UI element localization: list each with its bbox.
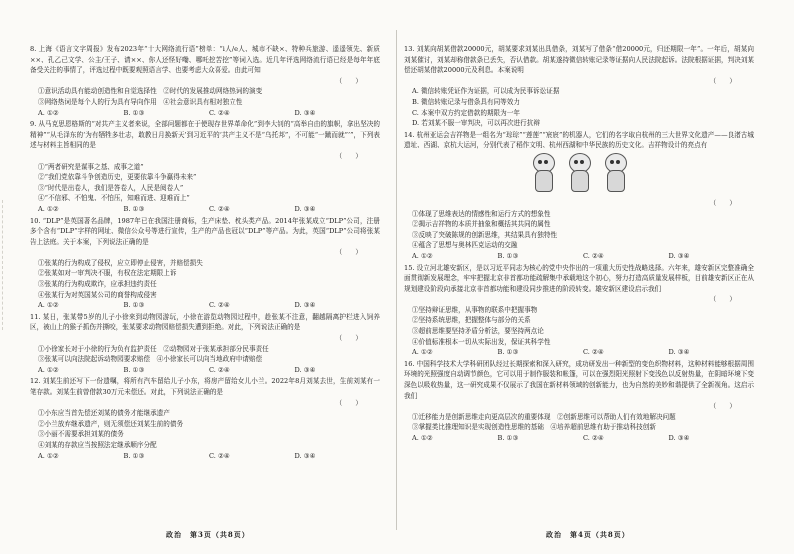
option-c: C. ②④ <box>583 251 604 260</box>
statement: ①迁移能力是创新思维走向更高层次的重要体现 ②创新思维可以帮助人们有效地解决问题 <box>412 412 676 421</box>
option-c: C. ②④ <box>209 204 230 213</box>
answer-options <box>404 347 754 358</box>
statement: ④刘某的存款应当按照法定继承顺序分配 <box>38 440 157 449</box>
option-a: A. ①② <box>38 365 59 374</box>
statement: ②张某如对一审判决不服，有权在法定期限上诉 <box>38 269 177 278</box>
statement: ①小东应当首先偿还刘某的债务才能继承遗产 <box>38 409 170 418</box>
right-column <box>404 44 754 445</box>
statement: A. 微信转账凭证作为证据，可以成为民事诉讼证据 <box>412 87 560 96</box>
option-a: A. ①② <box>38 451 59 460</box>
answer-paren: （ ） <box>335 334 362 343</box>
question-9 <box>30 119 380 214</box>
answer-options <box>404 433 754 444</box>
option-d: D. ③④ <box>294 108 316 117</box>
option-b: B. ①③ <box>497 348 519 357</box>
option-d: D. ③④ <box>294 204 316 213</box>
statement: ①张某的行为构成了侵权，应立即停止侵害，并赔偿损失 <box>38 258 203 267</box>
answer-options <box>30 108 380 119</box>
option-a: A. ①② <box>38 301 59 310</box>
statement: D. 若刘某不服一审判决，可以再次进行抗辩 <box>412 119 540 128</box>
question-12 <box>30 376 380 461</box>
statement: ④“不信邪、不怕鬼、不怕压，知难而进、迎难而上” <box>38 194 190 203</box>
mascot-figure <box>528 153 558 195</box>
page-footer-right: 政治 第4页（共8页） <box>546 530 630 539</box>
question-13 <box>404 44 754 129</box>
option-a: A. ①② <box>412 348 433 357</box>
statement: ④价值标准根本一切从实际出发，保证其科学性 <box>412 337 551 346</box>
option-c: C. ②④ <box>583 434 604 442</box>
question-stem: 11. 某日，张某带5岁的儿子小徐来到动物园游玩，小徐在游览动物园过程中，趁张某不注意，翻越隔离护栏进入饲养区，被山上的猴子抓伤并撕咬，张某要求动物园赔偿损失遭到拒绝。对此，下列说法正确的是 <box>30 312 380 332</box>
option-c: C. ②④ <box>209 451 230 460</box>
statement: ②揭示吉祥物的本质并抽象和概括其共同的属性 <box>412 220 551 229</box>
option-c: C. ②④ <box>209 108 230 117</box>
option-d: D. ③④ <box>668 434 690 442</box>
option-b: B. ①③ <box>123 301 145 310</box>
answer-options <box>30 451 380 462</box>
statement: ③张某的行为构成欺诈，应承担违约责任 <box>38 280 157 289</box>
question-8 <box>30 44 380 118</box>
left-column <box>30 44 380 462</box>
statement: C. 本案中双方约定借款的期限为一年 <box>412 108 520 117</box>
statement: ④张某行为对英国某公司的商誉构成侵害 <box>38 290 157 299</box>
answer-options <box>30 300 380 311</box>
question-15 <box>404 263 754 358</box>
statement: ④蕴含了思想与奥林匹克运动的交融 <box>412 241 518 250</box>
statement: ①“两者研究是谋事之基、成事之道” <box>38 162 144 171</box>
option-b: B. ①③ <box>123 108 145 117</box>
statement: ③超前思维要坚持矛盾分析法，要坚持两点论 <box>412 327 544 336</box>
question-10 <box>30 216 380 311</box>
option-a: A. ①② <box>38 108 59 117</box>
option-d: D. ③④ <box>668 251 690 260</box>
mascot-illustration <box>404 153 754 195</box>
question-11 <box>30 312 380 376</box>
option-b: B. ①③ <box>497 434 519 442</box>
answer-paren: （ ） <box>709 402 736 411</box>
column-divider <box>396 30 397 530</box>
answer-options <box>30 204 380 215</box>
option-b: B. ①③ <box>497 251 519 260</box>
option-c: C. ②④ <box>583 348 604 357</box>
page-footer-left: 政治 第3页（共8页） <box>166 530 250 539</box>
question-14 <box>404 130 754 262</box>
option-b: B. ①③ <box>123 451 145 460</box>
statement: ①小徐家长对于小徐的行为负有监护责任 ②动物园对于张某承担部分民事责任 <box>38 344 269 353</box>
statement: ③“时代是出卷人，我们是答卷人，人民是阅卷人” <box>38 183 184 192</box>
option-d: D. ③④ <box>294 365 316 374</box>
mascot-figure <box>600 153 630 195</box>
question-stem: 16. 中国科学技术大学科研团队经过长期探索和深入研究，成功研发出一种新型的变色织物材料，这种材料能够根据周围环境的光照强度自动调节颜色，它可以用于制作服装和帐篷，可以在强烈阳光照射下变浅色以反射热量，在阴暗环境下变深色以吸收热量，这一研究成果不仅展示了我国在新材料领域的创新能力，也为自然的美妙和谐提供了全新视角。这启示我们 <box>404 359 754 400</box>
statement: ③网络热词是每个人的行为具有导向作用 ④社会意识具有相对独立性 <box>38 97 243 106</box>
option-d: D. ③④ <box>294 451 316 460</box>
statement: ③掌握类比推理知识是实现创造性思维的基础 ④培养超前思维有助于推动科技创新 <box>412 423 656 432</box>
option-c: C. ②④ <box>209 301 230 310</box>
statement: ③反映了突破陈规的创新思维，其结果具有独特性 <box>412 230 558 239</box>
answer-paren: （ ） <box>335 398 362 407</box>
answer-options <box>30 365 380 376</box>
option-a: A. ①② <box>412 251 433 260</box>
question-stem: 13. 刘某向胡某借款20000元，胡某要求刘某出具借条，刘某写了借条“借20000元，归还期限一年”。一年后，胡某向刘某催讨，刘某却称借款条已丢失，否认借款。胡某遂持微信转账记录等证据向人民法院起诉。法院根据证据，判决刘某偿还胡某借款20000元及利息。本案说明 <box>404 45 754 75</box>
statement: ③张某可以向法院起诉动物园要求赔偿 ④小徐家长可以向当地政府申请赔偿 <box>38 355 263 364</box>
question-16 <box>404 359 754 444</box>
question-stem: 8. 上海《语言文字周报》发布2023年“十大网络流行语”榜单：“i人/e人、城市不缺×、特种兵旅游、遥遥领先、新质××、孔乙己文学、公主/王子、请××、你人还怪好嘞、哪吒挖苦挖”等词入选。近几年评选网络流行语已经是每年年底备受关注的事情了，评选过程中既要观照语言学、也要考虑大众喜爱。由此可知 <box>30 45 380 75</box>
answer-options <box>404 251 754 262</box>
answer-paren: （ ） <box>709 198 736 207</box>
statement: B. 微信转账记录与借条具有同等效力 <box>412 97 520 106</box>
option-a: A. ①② <box>38 204 59 213</box>
option-a: A. ①② <box>412 434 433 442</box>
statement: ③小丽不需要承担刘某的债务 <box>38 430 124 439</box>
question-stem: 9. 从马克思恩格斯的“对共产主义者来说，全部问题都在于使现存世界革命化”到李大钊的“高举自由的旗帜，拿出坚决的精神”“从毛泽东的‘为有牺牲多壮志，敢教日月换新天’到习近平的‘共产主义不是“乌托邦”，不可能“一蹴而就”’”，下列表述与材料主旨相同的是 <box>30 120 380 150</box>
option-d: D. ③④ <box>294 301 316 310</box>
statement: ②“我们党依靠斗争创造历史，更要依靠斗争赢得未来” <box>38 173 197 182</box>
option-d: D. ③④ <box>668 348 690 357</box>
answer-paren: （ ） <box>335 151 362 160</box>
answer-paren: （ ） <box>709 76 736 85</box>
answer-paren: （ ） <box>335 76 362 85</box>
question-stem: 15. 设立河北雄安新区，是以习近平同志为核心的党中央作出的一项重大历史性战略选择。六年来，雄安新区完整准确全面贯彻新发展理念，牢牢把握北京非首都功能疏解集中承载地这个初心，努力打造高质量发展样板，目前雄安新区正在从规划建设阶段向承接北京非首都功能和建设同步推进的阶段转变。雄安新区建设启示我们 <box>404 263 754 293</box>
option-b: B. ①③ <box>123 204 145 213</box>
question-stem: 12. 刘某生前还写下一份遗嘱，将所有汽车留给儿子小东，将房产留给女儿小兰。2022年8月刘某去世，生前刘某有一笔存款。刘某生前曾借款30万元未偿还。对此，下列说法正确的是 <box>30 377 380 396</box>
statement: ①体现了思维表达的情感性和运行方式的想象性 <box>412 209 551 218</box>
option-b: B. ①③ <box>123 365 145 374</box>
statement: ②小兰放弃继承遗产，则无须偿还刘某生前的债务 <box>38 419 184 428</box>
question-stem: 14. 杭州亚运会吉祥物是一组名为“琮琮”“莲莲”“宸宸”的机器人，它们的名字取自杭州的三大世界文化遗产——良渚古城遗址、西湖、京杭大运河，分别代表了稻作文明、杭州西湖和中华民族的历史文化。吉祥物设计的亮点有 <box>404 130 754 150</box>
binding-margin <box>2 200 9 330</box>
answer-paren: （ ） <box>709 295 736 304</box>
statement: ①坚持辩证思维，从事物的联系中把握事物 <box>412 305 538 314</box>
statement: ②坚持系统思维，把握整体与部分的关系 <box>412 316 531 325</box>
answer-paren: （ ） <box>335 248 362 257</box>
statement: ①意识活动具有能动创造性和自觉选择性 ②时代的发展推动网络热词的演变 <box>38 87 263 96</box>
option-c: C. ②④ <box>209 365 230 374</box>
mascot-figure <box>564 153 594 195</box>
question-stem: 10. “DLP”是英国著名品牌，1987年已在我国注册商标，生产床垫、枕头类产品。2014年张某成立“DLP”公司，注册多个含有“DLP”字样的网址、微信公众号等进行宣传，生产的产品也冠以“DLP”等产品。为此，英国“DLP”公司将张某告上法庭。关于本案，下列说法正确的是 <box>30 216 380 246</box>
